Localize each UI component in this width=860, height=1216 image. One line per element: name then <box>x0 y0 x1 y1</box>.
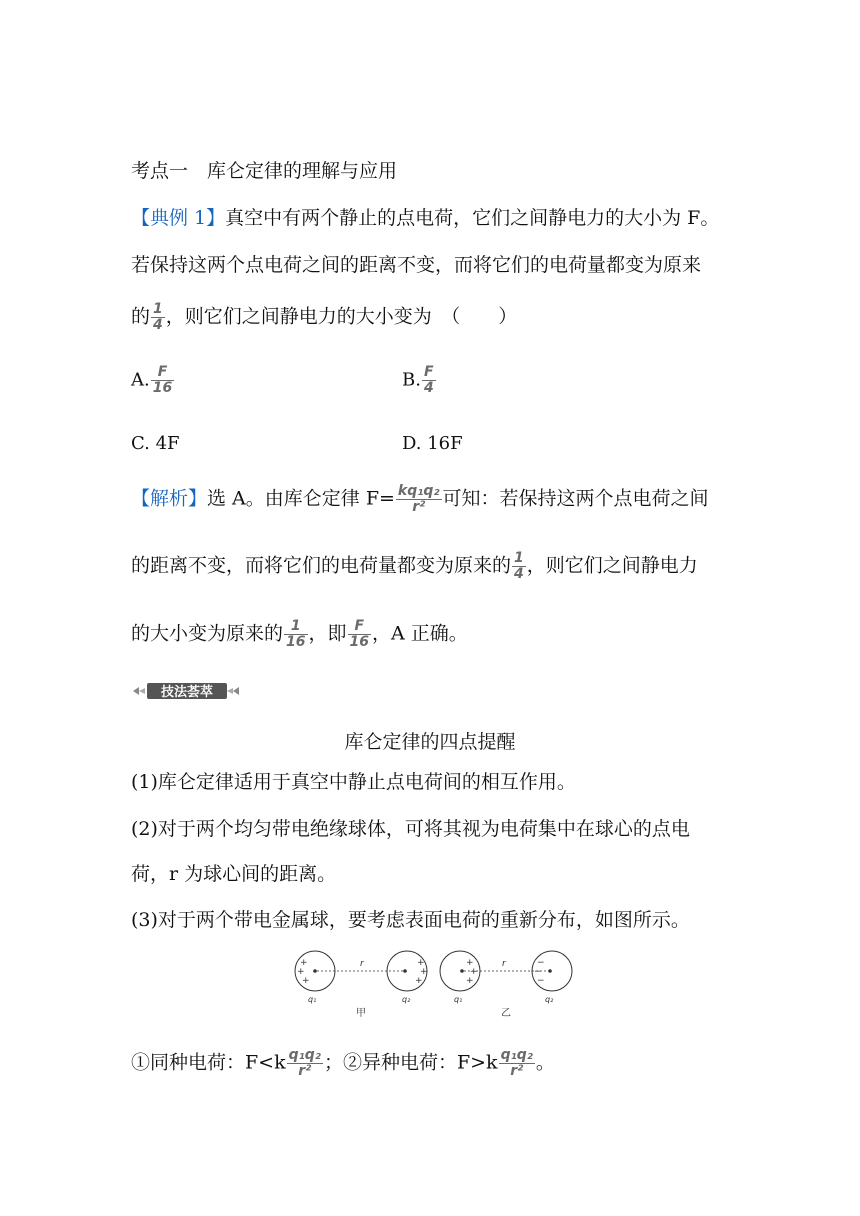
svg-text:+: + <box>420 967 428 977</box>
svg-text:+: + <box>302 976 310 986</box>
tip-2b: 荷，r 为球心间的距离。 <box>131 863 337 885</box>
option-b-fraction: $\frac{F}{4}$ <box>423 364 434 396</box>
example-line-3 <box>131 302 517 333</box>
option-a-fraction: $\frac{F}{16}$ <box>152 364 173 396</box>
svg-text:+: + <box>466 958 474 968</box>
tips-heading: 库仑定律的四点提醒 <box>344 731 516 753</box>
fraction-one-quarter: $\frac{1}{4}$ <box>153 301 163 333</box>
example-line-1 <box>131 209 719 228</box>
fraction-one-sixteenth: $\frac{1}{16}$ <box>286 618 306 650</box>
tip-1: (1)库仑定律适用于真空中静止点电荷间的相互作用。 <box>131 771 576 793</box>
analysis-line-3: 的大小变为原来的 $\frac{1}{16}$ ，即 $\frac{F}{16}$ ，A 正确。 <box>131 618 468 650</box>
tip-2a: (2)对于两个均匀带电绝缘球体，可将其视为电荷集中在球心的点电 <box>131 818 690 840</box>
caption-jia: 甲 <box>356 1008 366 1019</box>
option-c: C. 4F <box>131 433 180 454</box>
svg-text:−: − <box>534 967 542 977</box>
technique-badge-icon <box>131 680 241 702</box>
r-label-right: r <box>502 959 506 969</box>
formula-unlike-charges: $\frac{\text{q₁q₂}}{\text{r²}}$ <box>500 1047 533 1079</box>
conclusion-line: ①同种电荷：F<k $\frac{\text{q₁q₂}}{\text{r²}}$ ；②异种电荷：F>k $\frac{\text{q₁q₂}}{\text{r²}}$ 。 <box>131 1047 555 1079</box>
caption-yi: 乙 <box>501 1008 511 1019</box>
section-title: 考点一 库仑定律的理解与应用 <box>131 160 398 182</box>
q1-label-left: q₁ <box>308 995 317 1004</box>
badge-label: 技法荟萃 <box>160 685 214 700</box>
q1-label-right: q₁ <box>454 995 463 1004</box>
fraction-f-sixteenth: $\frac{F}{16}$ <box>349 618 369 650</box>
q2-label-left: q₂ <box>402 995 411 1004</box>
example-text-3b: ，则它们之间静电力的大小变为 （ ） <box>165 305 518 328</box>
svg-text:+: + <box>415 976 423 986</box>
svg-text:+: + <box>470 967 478 977</box>
analysis-tag: 【解析】 <box>131 487 208 510</box>
option-d: D. 16F <box>402 433 463 454</box>
coulomb-formula: $\frac{\text{kq₁q₂}}{\text{r²}}$ <box>397 483 440 515</box>
example-line-2: 若保持这两个点电荷之间的距离不变，而将它们的电荷量都变为原来 <box>131 254 702 276</box>
analysis-line-1: 【解析】选 A。由库仑定律 F= $\frac{\text{kq₁q₂}}{\text{r²}}$ 可知：若保持这两个点电荷之间 <box>131 483 709 515</box>
q2-label-right: q₂ <box>545 995 554 1004</box>
r-label-left: r <box>360 959 364 969</box>
option-a: A. $\frac{F}{16}$ <box>131 364 173 396</box>
option-b: B. $\frac{F}{4}$ <box>402 364 434 396</box>
fraction-one-quarter-2: $\frac{1}{4}$ <box>514 550 524 582</box>
svg-text:+: + <box>297 967 305 977</box>
formula-like-charges: $\frac{\text{q₁q₂}}{\text{r²}}$ <box>288 1047 321 1079</box>
svg-text:−: − <box>537 976 545 986</box>
analysis-line-2: 的距离不变，而将它们的电荷量都变为原来的 $\frac{1}{4}$ ，则它们之间静电力 <box>131 550 698 582</box>
charge-figure <box>280 944 580 1019</box>
example-tag: 【典例 1】 <box>131 207 226 229</box>
svg-text:+: + <box>417 958 425 968</box>
tip-3: (3)对于两个带电金属球，要考虑表面电荷的重新分布，如图所示。 <box>131 909 690 931</box>
example-text-1: 真空中有两个静止的点电荷，它们之间静电力的大小为 F。 <box>225 207 720 229</box>
svg-text:+: + <box>300 958 308 968</box>
svg-text:+: + <box>466 976 474 986</box>
svg-text:−: − <box>537 958 545 968</box>
example-text-3a: 的 <box>131 305 151 328</box>
